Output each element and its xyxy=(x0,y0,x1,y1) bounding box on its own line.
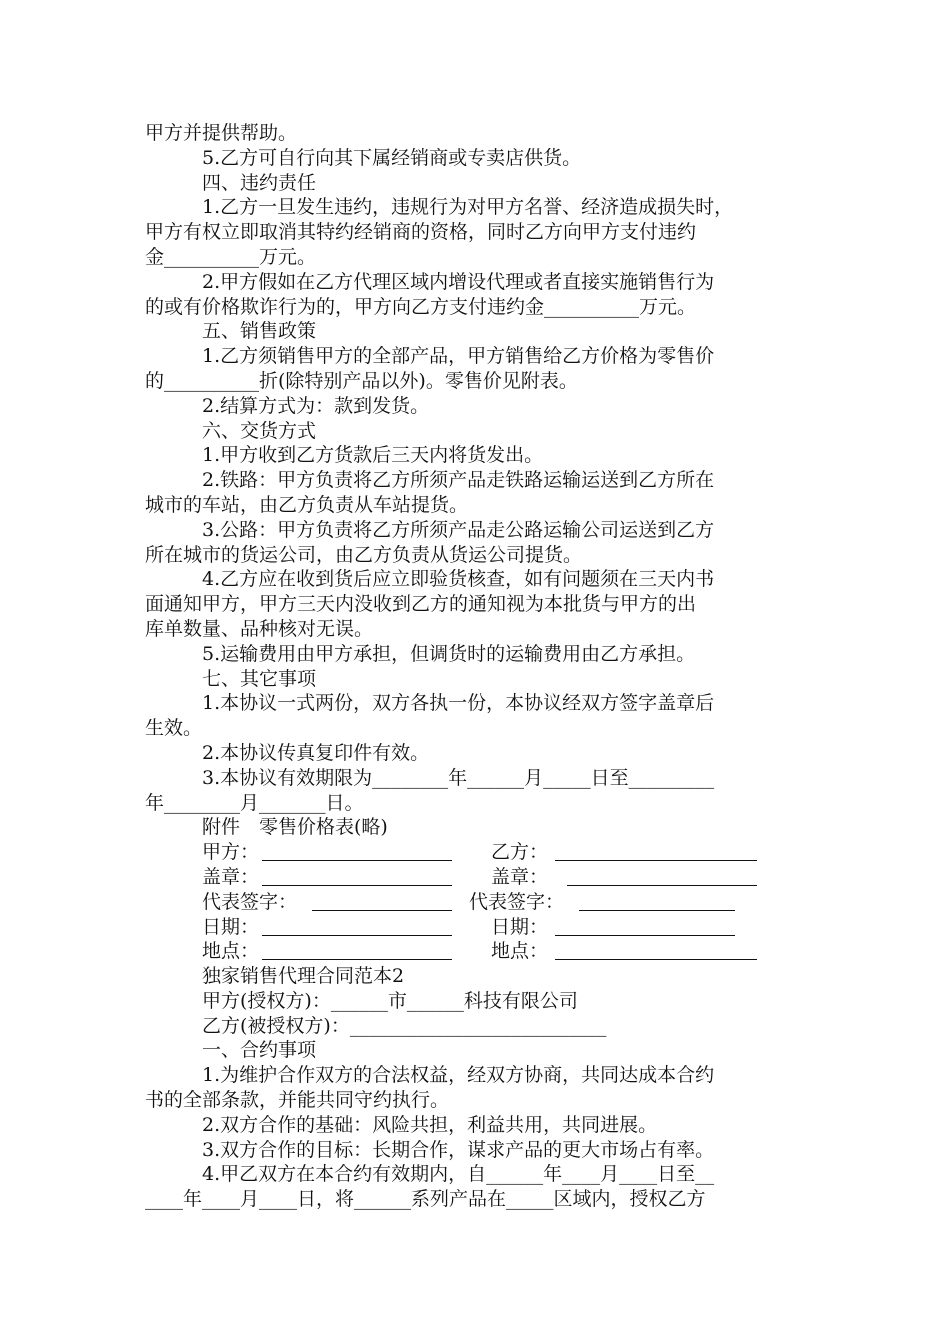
text-line: 1.为维护合作双方的合法权益，经双方协商，共同达成本合约 xyxy=(202,1064,715,1087)
text-line: 所在城市的货运公司，由乙方负责从货运公司提货。 xyxy=(145,543,583,566)
text-line: 城市的车站，由乙方负责从车站提货。 xyxy=(145,493,469,516)
text-line: 2.结算方式为：款到发货。 xyxy=(202,394,430,417)
text-line: 甲方并提供帮助。 xyxy=(145,122,298,144)
text-line: 甲方(授权方)：______市______科技有限公司 xyxy=(202,989,578,1012)
section-heading: 一、合约事项 xyxy=(202,1039,317,1062)
signature-row xyxy=(145,865,810,890)
signature-blank xyxy=(262,941,452,960)
signature-blank xyxy=(262,842,452,861)
signature-blank xyxy=(555,941,757,960)
signature-row xyxy=(145,939,810,964)
party-b-label: 乙方： xyxy=(491,841,549,864)
signature-blank xyxy=(262,917,452,936)
rep-a-label: 代表签字： xyxy=(202,890,298,913)
text-line: 3.双方合作的目标：长期合作，谋求产品的更大市场占有率。 xyxy=(202,1138,715,1161)
signature-blank xyxy=(312,892,452,911)
signature-blank xyxy=(567,867,757,886)
text-line: 的__________折(除特别产品以外)。零售价见附表。 xyxy=(145,369,578,392)
seal-b-label: 盖章： xyxy=(491,865,549,888)
text-line: 2.铁路：甲方负责将乙方所须产品走铁路运输运送到乙方所在 xyxy=(202,469,715,492)
place-b-label: 地点： xyxy=(491,940,549,963)
party-a-label: 甲方： xyxy=(202,841,260,864)
text-line: 5.运输费用由甲方承担，但调货时的运输费用由乙方承担。 xyxy=(202,642,696,665)
text-line: 2.双方合作的基础：风险共担，利益共用，共同进展。 xyxy=(202,1113,658,1136)
text-line: 1.乙方须销售甲方的全部产品，甲方销售给乙方价格为零售价 xyxy=(202,345,715,368)
text-line: 面通知甲方，甲方三天内没收到乙方的通知视为本批货与甲方的出 xyxy=(145,593,697,616)
date-b-label: 日期： xyxy=(491,915,549,938)
text-line: 1.乙方一旦发生违约，违规行为对甲方名誉、经济造成损失时， xyxy=(202,196,734,219)
text-line: 甲方有权立即取消其特约经销商的资格，同时乙方向甲方支付违约 xyxy=(145,221,697,244)
text-line: 4.甲乙双方在本合约有效期内，自______年____月____日至__ xyxy=(202,1163,715,1186)
text-line: 3.公路：甲方负责将乙方所须产品走公路运输公司运送到乙方 xyxy=(202,518,715,541)
text-line: 2.本协议传真复印件有效。 xyxy=(202,741,430,764)
section-heading: 六、交货方式 xyxy=(202,419,317,442)
text-line: 1.本协议一式两份，双方各执一份，本协议经双方签字盖章后 xyxy=(202,692,715,715)
place-a-label: 地点： xyxy=(202,940,260,963)
text-line: 生效。 xyxy=(145,717,203,740)
text-line: 1.甲方收到乙方货款后三天内将货发出。 xyxy=(202,444,544,467)
section-heading: 七、其它事项 xyxy=(202,667,317,690)
section-heading: 四、违约责任 xyxy=(202,171,317,194)
text-line: 金__________万元。 xyxy=(145,245,317,268)
signature-blank xyxy=(555,917,735,936)
text-line: 3.本协议有效期限为________年______月_____日至_________ xyxy=(202,766,715,789)
attachment-line: 附件 零售价格表(略) xyxy=(202,816,388,839)
text-line: ____年____月____日，将______系列产品在_____区域内，授权乙方 xyxy=(145,1188,706,1211)
document-title: 独家销售代理合同范本2 xyxy=(202,965,405,988)
rep-b-label: 代表签字： xyxy=(469,890,565,913)
text-line: 书的全部条款，并能共同守约执行。 xyxy=(145,1089,450,1112)
signature-row xyxy=(145,890,810,915)
text-line: 年________月_______日。 xyxy=(145,791,364,814)
signature-row xyxy=(145,840,810,865)
signature-blank xyxy=(555,842,757,861)
date-a-label: 日期： xyxy=(202,915,260,938)
section-heading: 五、销售政策 xyxy=(202,320,317,343)
text-line: 4.乙方应在收到货后应立即验货核查，如有问题须在三天内书 xyxy=(202,568,715,591)
text-line: 库单数量、品种核对无误。 xyxy=(145,617,374,640)
text-line: 的或有价格欺诈行为的，甲方向乙方支付违约金__________万元。 xyxy=(145,295,697,318)
signature-blank xyxy=(579,892,735,911)
text-line: 乙方(被授权方)：___________________________ xyxy=(202,1014,607,1037)
text-line: 5.乙方可自行向其下属经销商或专卖店供货。 xyxy=(202,146,582,169)
signature-block xyxy=(145,840,810,964)
text-line: 2.甲方假如在乙方代理区域内增设代理或者直接实施销售行为 xyxy=(202,270,715,293)
signature-blank xyxy=(262,867,452,886)
document-page xyxy=(145,121,810,1212)
seal-a-label: 盖章： xyxy=(202,865,260,888)
signature-row xyxy=(145,915,810,940)
